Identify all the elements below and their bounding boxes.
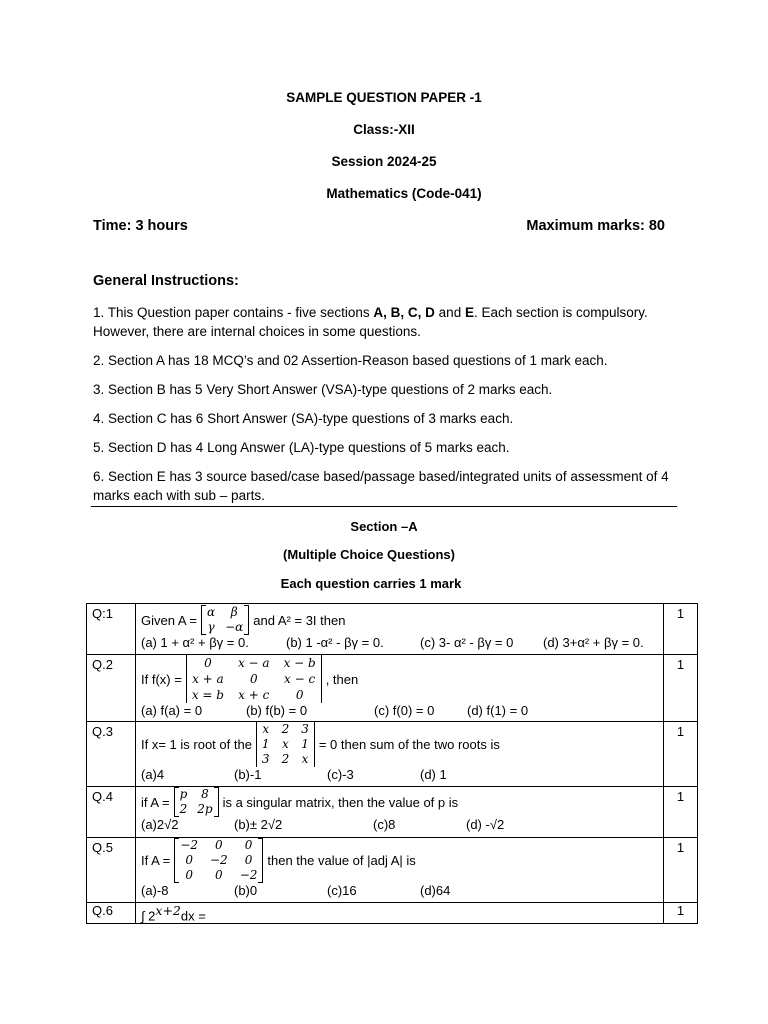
matrix-cell: x bbox=[281, 737, 289, 751]
instruction-3: 3. Section B has 5 Very Short Answer (VSA)-type questions of 2 marks each. bbox=[93, 382, 553, 397]
matrix-cell: 0 bbox=[244, 838, 253, 852]
question-row-2 bbox=[87, 655, 698, 722]
matrix-cell: x − c bbox=[284, 672, 316, 686]
question-row-4 bbox=[87, 787, 698, 838]
divider-line bbox=[91, 506, 677, 507]
class-label: Class:-XII bbox=[353, 122, 415, 137]
matrix-cell: x − b bbox=[283, 656, 316, 670]
question-stem bbox=[141, 722, 663, 767]
stem-prefix: Given A = bbox=[141, 612, 198, 628]
matrix-cell: 8 bbox=[201, 787, 209, 801]
option-d: (d) -√2 bbox=[466, 817, 505, 832]
matrix-cell: −2 bbox=[239, 868, 258, 882]
stem-suffix: then the value of |adj A| is bbox=[267, 853, 416, 868]
integral-tail: dx = bbox=[180, 908, 206, 924]
question-stem bbox=[141, 655, 663, 703]
matrix-cell: 0 bbox=[185, 868, 193, 882]
stem-suffix: = 0 then sum of the two roots is bbox=[318, 737, 500, 752]
option-a: (a)4 bbox=[141, 767, 165, 782]
question-body bbox=[136, 604, 664, 655]
matrix-cell: 0 bbox=[204, 656, 212, 670]
question-number: Q:1 bbox=[87, 604, 136, 655]
question-marks: 1 bbox=[664, 838, 698, 903]
question-marks: 1 bbox=[664, 655, 698, 722]
stem-suffix: and A² = 3I then bbox=[253, 612, 346, 628]
determinant bbox=[186, 655, 322, 703]
option-b: (b)± 2√2 bbox=[234, 817, 283, 832]
option-c: (c) 3- α² - βγ = 0 bbox=[420, 635, 514, 650]
question-row-1 bbox=[87, 604, 698, 655]
time-label: Time: 3 hours bbox=[93, 218, 188, 234]
question-stem bbox=[141, 787, 663, 817]
matrix-cell: 3 bbox=[301, 722, 309, 736]
options bbox=[141, 635, 663, 650]
question-number: Q.5 bbox=[87, 838, 136, 903]
question-number: Q.6 bbox=[87, 903, 136, 924]
question-number: Q.3 bbox=[87, 722, 136, 787]
section-note: Each question carries 1 mark bbox=[280, 576, 462, 591]
option-b: (b) f(b) = 0 bbox=[246, 703, 308, 718]
matrix-cell: 2 bbox=[281, 752, 290, 766]
option-a: (a)2√2 bbox=[141, 817, 179, 832]
matrix-cell: x + a bbox=[192, 672, 224, 686]
option-d: (d) f(1) = 0 bbox=[467, 703, 529, 718]
matrix bbox=[174, 787, 219, 817]
matrix-cell: 0 bbox=[295, 688, 304, 702]
question-marks: 1 bbox=[664, 604, 698, 655]
option-d: (d) 1 bbox=[420, 767, 447, 782]
matrix-cell: 1 bbox=[301, 737, 309, 751]
question-number: Q.2 bbox=[87, 655, 136, 722]
stem-prefix: If A = bbox=[141, 853, 171, 868]
matrix-cell: 1 bbox=[261, 737, 270, 751]
options bbox=[141, 703, 663, 718]
matrix-cell: x = b bbox=[191, 688, 224, 702]
question-body bbox=[136, 655, 664, 722]
question-marks: 1 bbox=[664, 903, 698, 924]
exponent: x+2 bbox=[155, 903, 181, 918]
option-c: (c)-3 bbox=[327, 767, 354, 782]
question-marks: 1 bbox=[664, 722, 698, 787]
instruction-2: 2. Section A has 18 MCQ’s and 02 Assertion-Reason based questions of 1 mark each. bbox=[93, 353, 608, 368]
instruction-1-post: . Each section is compulsory. However, there are internal choices in some questions. bbox=[93, 305, 648, 339]
integral-sign: ∫ 2 bbox=[141, 908, 156, 924]
max-marks-label: Maximum marks: 80 bbox=[526, 218, 665, 234]
session-label: Session 2024-25 bbox=[331, 154, 437, 169]
paper-title: SAMPLE QUESTION PAPER -1 bbox=[286, 90, 482, 105]
instruction-4: 4. Section C has 6 Short Answer (SA)-type questions of 3 marks each. bbox=[93, 411, 514, 426]
questions-table bbox=[86, 603, 698, 924]
option-c: (c)8 bbox=[373, 817, 396, 832]
question-stem bbox=[141, 838, 663, 883]
options bbox=[141, 767, 663, 782]
matrix-cell: x − a bbox=[237, 656, 270, 670]
option-a: (a) f(a) = 0 bbox=[141, 703, 203, 718]
matrix bbox=[201, 605, 249, 635]
matrix-cell: −2 bbox=[180, 838, 198, 852]
matrix-cell: 0 bbox=[244, 853, 253, 867]
matrix-cell: 0 bbox=[215, 868, 223, 882]
matrix-cell: −2 bbox=[209, 853, 228, 867]
instruction-1-mid: and bbox=[434, 305, 465, 320]
matrix-cell: 3 bbox=[261, 752, 270, 766]
stem-suffix: , then bbox=[325, 671, 359, 687]
option-b: (b)-1 bbox=[234, 767, 262, 782]
instruction-1 bbox=[93, 303, 683, 341]
determinant bbox=[256, 722, 315, 767]
option-d: (d)64 bbox=[420, 883, 451, 898]
matrix-cell: 2p bbox=[197, 802, 213, 816]
instructions-heading: General Instructions: bbox=[93, 273, 239, 289]
question-row-6 bbox=[87, 903, 698, 924]
matrix-cell: 0 bbox=[249, 672, 258, 686]
matrix-cell: −α bbox=[225, 620, 244, 634]
question-row-5 bbox=[87, 838, 698, 903]
matrix-cell: β bbox=[230, 605, 238, 619]
section-title: Section –A bbox=[350, 519, 418, 534]
instruction-1-section-e: E bbox=[464, 305, 474, 320]
option-c: (c)16 bbox=[327, 883, 357, 898]
options bbox=[141, 817, 663, 832]
option-c: (c) f(0) = 0 bbox=[374, 703, 435, 718]
instruction-1-pre: 1. This Question paper contains - five sections bbox=[93, 305, 374, 320]
matrix-cell: α bbox=[207, 605, 216, 619]
section-subtitle: (Multiple Choice Questions) bbox=[283, 547, 455, 562]
question-body bbox=[136, 787, 664, 838]
instruction-5: 5. Section D has 4 Long Answer (LA)-type questions of 5 marks each. bbox=[93, 440, 510, 455]
question-number: Q.4 bbox=[87, 787, 136, 838]
option-b: (b)0 bbox=[234, 883, 258, 898]
stem-prefix: If x= 1 is root of the bbox=[141, 737, 252, 752]
question-marks: 1 bbox=[664, 787, 698, 838]
stem-prefix: If f(x) = bbox=[141, 671, 182, 687]
question-stem bbox=[141, 605, 663, 635]
question-body bbox=[136, 838, 664, 903]
options bbox=[141, 883, 663, 898]
matrix-cell: γ bbox=[207, 620, 215, 634]
question-body bbox=[136, 722, 664, 787]
matrix-cell: x bbox=[262, 722, 270, 736]
matrix-cell: 0 bbox=[215, 838, 223, 852]
matrix-cell: x + c bbox=[238, 688, 270, 702]
subject-label: Mathematics (Code-041) bbox=[326, 186, 482, 201]
matrix-cell: 2 bbox=[281, 722, 290, 736]
matrix-cell: 0 bbox=[185, 853, 193, 867]
option-d: (d) 3+α² + βγ = 0. bbox=[543, 635, 644, 650]
option-a: (a)-8 bbox=[141, 883, 169, 898]
matrix-cell: x bbox=[301, 752, 309, 766]
question-body bbox=[136, 903, 664, 924]
matrix-cell: p bbox=[179, 787, 188, 801]
instruction-6: 6. Section E has 3 source based/case based/passage based/integrated units of assessment of 4 marks each with sub – parts. bbox=[93, 469, 669, 503]
stem-suffix: is a singular matrix, then the value of p is bbox=[222, 794, 459, 810]
option-b: (b) 1 -α² - βγ = 0. bbox=[286, 635, 384, 650]
instruction-1-sections: A, B, C, D bbox=[373, 305, 435, 320]
stem-prefix: if A = bbox=[141, 794, 170, 810]
option-a: (a) 1 + α² + βγ = 0. bbox=[141, 635, 249, 650]
matrix bbox=[174, 838, 263, 883]
matrix-cell: 2 bbox=[179, 802, 188, 816]
question-row-3 bbox=[87, 722, 698, 787]
